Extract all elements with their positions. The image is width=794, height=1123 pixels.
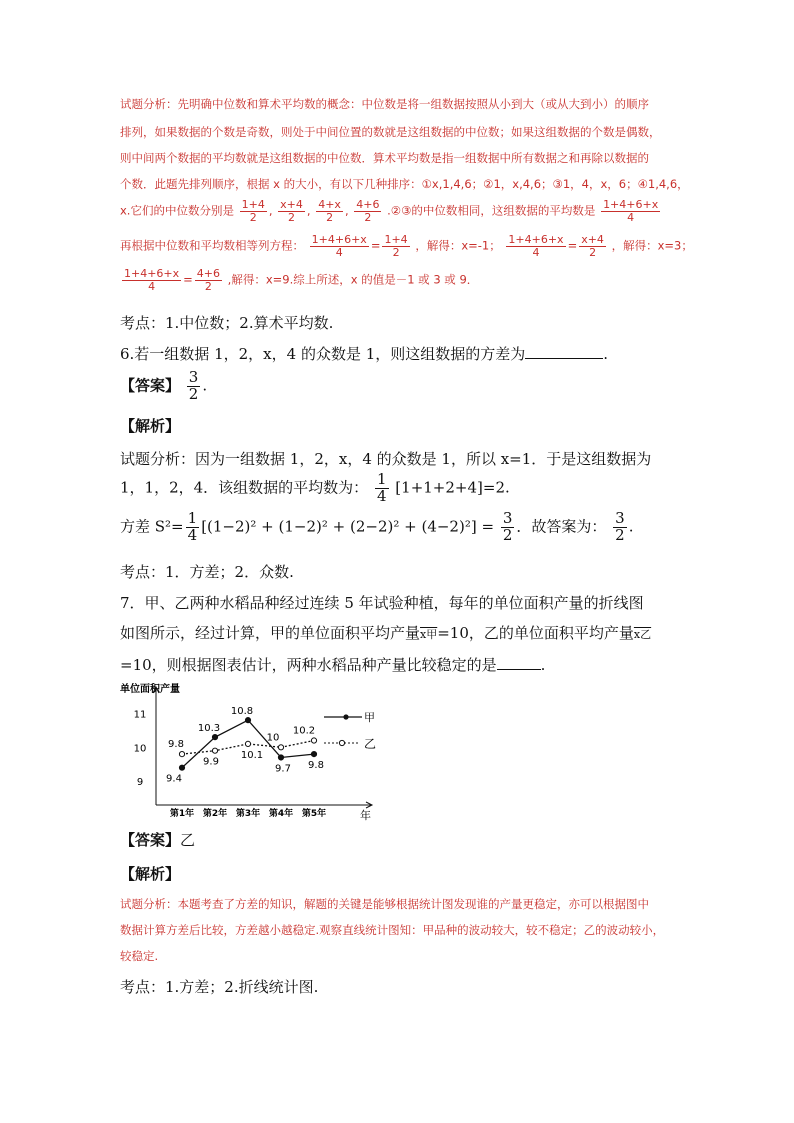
fraction: $\frac{1}{4}$ bbox=[376, 470, 387, 505]
x-tick-label: 第3年 bbox=[235, 809, 261, 819]
fraction: $\frac{1+4+6+x}{4}$ bbox=[124, 267, 180, 293]
fraction: $\frac{3}{2}$ bbox=[502, 509, 513, 544]
data-label: 9.8 bbox=[308, 760, 324, 772]
kaodian-5: 考点：1.中位数；2.算术平均数. bbox=[120, 314, 334, 332]
q6-analysis-line1: 试题分析：因为一组数据 1，2，x，4 的众数是 1，所以 x=1．于是这组数据为 bbox=[120, 450, 652, 468]
data-label: 9.4 bbox=[166, 773, 182, 785]
analysis5-line5: x.它们的中位数分别是 $\frac{1+4}{2}$ , $\frac{x+4}{2}$ , $\frac{4+x}{2}$ , $\frac{4+6}{2}$ .②③的中位数相同，这组数据的平均数是 $\frac{1+4+6+x}{4}$ bbox=[120, 198, 659, 224]
q7-line1: 7．甲、乙两种水稻品种经过连续 5 年试验种植，每年的单位面积产量的折线图 bbox=[120, 594, 644, 612]
data-point bbox=[311, 751, 316, 756]
fraction: $\frac{1+4+6+x}{4}$ bbox=[508, 233, 564, 259]
q7-analysis-label: 【解析】 bbox=[120, 865, 181, 883]
q7-analysis-line1: 试题分析：本题考查了方差的知识，解题的关键是能够根据统计图发现谁的产量更稳定，亦可以根据图中 bbox=[120, 897, 649, 911]
fraction: $\frac{4+6}{2}$ bbox=[356, 198, 380, 224]
fraction: $\frac{1+4+6+x}{4}$ bbox=[311, 233, 367, 259]
data-label: 10.2 bbox=[292, 725, 316, 737]
x-tick-label: 第2年 bbox=[202, 809, 228, 819]
data-point bbox=[179, 765, 184, 770]
yield-line-chart bbox=[110, 683, 390, 823]
q7-line3: =10，则根据图表估计，两种水稻品种产量比较稳定的是 . bbox=[120, 656, 546, 674]
legend-label-yi: 乙 bbox=[364, 737, 377, 751]
x-tick-label: 第5年 bbox=[301, 809, 327, 819]
q6-analysis-label: 【解析】 bbox=[120, 417, 181, 435]
legend-marker-jia bbox=[343, 714, 348, 719]
analysis5-line3: 则中间两个数据的平均数就是这组数据的中位数．算术平均数是指一组数据中所有数据之和再除以数据的 bbox=[120, 151, 649, 165]
data-label: 9.7 bbox=[275, 763, 291, 775]
data-point bbox=[245, 741, 250, 746]
x-tick-label: 第1年 bbox=[169, 809, 195, 819]
q6-answer: 【答案】 $\frac{3}{2}$ . bbox=[120, 368, 208, 403]
analysis5-line6: 再根据中位数和平均数相等列方程： $\frac{1+4+6+x}{4}$ = $\frac{1+4}{2}$ ，解得：x=-1； $\frac{1+4+6+x}{4}$ = $\frac{x+4}{2}$ ，解得：x=3； bbox=[120, 233, 693, 259]
fraction: $\frac{x+4}{2}$ bbox=[581, 233, 604, 259]
data-point bbox=[212, 748, 217, 753]
data-point bbox=[179, 751, 184, 756]
y-tick-label: 11 bbox=[133, 709, 147, 721]
x-tick-label: 第4年 bbox=[268, 809, 294, 819]
q6-stem: 6.若一组数据 1，2，x，4 的众数是 1，则这组数据的方差为 . bbox=[120, 345, 609, 363]
fraction: $\frac{1+4+6+x}{4}$ bbox=[603, 198, 659, 224]
x-axis-label: 年 bbox=[360, 809, 371, 822]
data-label: 10.3 bbox=[197, 723, 221, 735]
analysis5-line1: 试题分析：先明确中位数和算术平均数的概念：中位数是将一组数据按照从小到大（或从大到小）的顺序 bbox=[120, 97, 649, 111]
analysis5-line2: 排列，如果数据的个数是奇数，则处于中间位置的数就是这组数据的中位数；如果这组数据的个数是偶数， bbox=[120, 125, 661, 139]
fraction: $\frac{1+4}{2}$ bbox=[384, 233, 408, 259]
fraction: $\frac{x+4}{2}$ bbox=[280, 198, 303, 224]
q7-answer: 【答案】乙 bbox=[120, 831, 196, 849]
answer-blank bbox=[497, 655, 541, 670]
analysis5-line4: 个数．此题先排列顺序，根据 x 的大小，有以下几种排序：①x,1,4,6；②1，x,4,6；③1，4，x，6；④1,4,6， bbox=[120, 177, 689, 191]
q7-analysis-line3: 较稳定. bbox=[120, 949, 159, 963]
data-label: 10.1 bbox=[240, 749, 264, 761]
data-label: 10 bbox=[266, 732, 280, 744]
fraction: $\frac{4+x}{2}$ bbox=[318, 198, 341, 224]
y-tick-label: 9 bbox=[136, 777, 144, 789]
data-label: 9.9 bbox=[203, 756, 219, 768]
data-point bbox=[212, 735, 217, 740]
q7-line2: 如图所示，经过计算，甲的单位面积平均产量x甲=10，乙的单位面积平均产量x乙 bbox=[120, 624, 652, 642]
answer-blank bbox=[525, 344, 603, 359]
fraction: $\frac{4+6}{2}$ bbox=[196, 267, 221, 293]
fraction: $\frac{3}{2}$ bbox=[188, 368, 199, 403]
analysis5-line7: $\frac{1+4+6+x}{4}$ = $\frac{4+6}{2}$ ,解得：x=9.综上所述，x 的值是－1 或 3 或 9． bbox=[124, 267, 479, 293]
legend-label-jia: 甲 bbox=[364, 711, 375, 724]
data-label: 9.8 bbox=[168, 739, 184, 751]
kaodian-7: 考点：1.方差；2.折线统计图. bbox=[120, 978, 319, 996]
fraction: $\frac{1}{4}$ bbox=[187, 509, 198, 544]
fraction: $\frac{1+4}{2}$ bbox=[241, 198, 265, 224]
q6-analysis-line2: 1，1，2，4．该组数据的平均数为： $\frac{1}{4}$ [1+1+2+4]=2. bbox=[120, 470, 510, 505]
data-point bbox=[245, 718, 250, 723]
data-label: 10.8 bbox=[230, 706, 254, 718]
q7-analysis-line2: 数据计算方差后比较，方差越小越稳定.观察直线统计图知：甲品种的波动较大，较不稳定；乙的波动较小， bbox=[120, 923, 665, 937]
y-axis-label: 单位面积产量 bbox=[120, 684, 180, 695]
kaodian-6: 考点：1．方差；2．众数. bbox=[120, 563, 294, 581]
q6-analysis-line3: 方差 S²= $\frac{1}{4}$ [(1−2)² + (1−2)² + (2−2)² + (4−2)²] = $\frac{3}{2}$ ．故答案为： $\frac{3}{2}$ . bbox=[120, 509, 634, 544]
fraction: $\frac{3}{2}$ bbox=[615, 509, 625, 544]
data-point bbox=[311, 738, 316, 743]
data-point bbox=[278, 755, 283, 760]
data-point bbox=[278, 745, 283, 750]
y-tick-label: 10 bbox=[133, 743, 147, 755]
legend-marker-yi bbox=[339, 740, 344, 745]
